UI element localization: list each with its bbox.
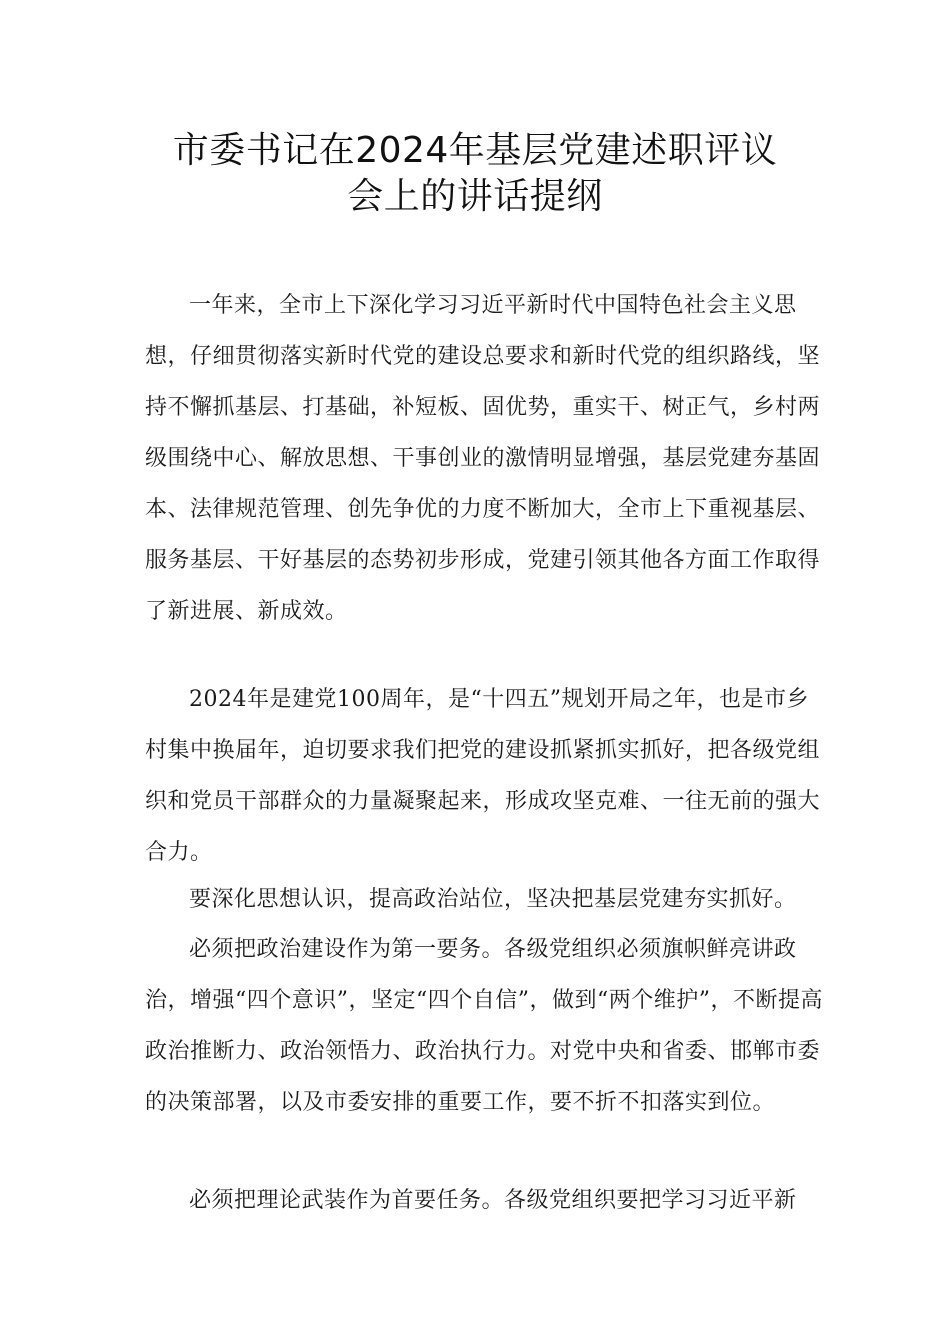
title-line-1: 市委书记在2024年基层党建述职评议: [172, 130, 778, 171]
paragraph-1: 一年来，全市上下深化学习习近平新时代中国特色社会主义思想，仔细贯彻落实新时代党的建设总要求和新时代党的组织路线，坚持不懈抓基层、打基础，补短板、固优势，重实干、树正气，乡村两级围绕中心、解放思想、干事创业的激情明显增强，基层党建夯基固本、法律规范管理、创先争优的力度不断加大，全市上下重视基层、服务基层、干好基层的态势初步形成，党建引领其他各方面工作取得了新进展、新成效。: [145, 293, 821, 624]
document-title: [0, 128, 950, 220]
paragraph-3: 要深化思想认识，提高政治站位，坚决把基层党建夯实抓好。: [189, 887, 797, 912]
paragraph-4: 必须把政治建设作为第一要务。各级党组织必须旗帜鲜亮讲政治，增强“四个意识”，坚定“四个自信”，做到“两个维护”，不断提高政治推断力、政治领悟力、政治执行力。对党中央和省委、邯郸市委的决策部署，以及市委安排的重要工作，要不折不扣落实到位。: [145, 937, 823, 1115]
title-line-2: 会上的讲话提纲: [347, 176, 603, 217]
paragraph-2: 2024年是建党100周年，是“十四五”规划开局之年，也是市乡村集中换届年，迫切要求我们把党的建设抓紧抓实抓好，把各级党组织和党员干部群众的力量凝聚起来，形成攻坚克难、一往无前的强大合力。: [145, 687, 821, 865]
paragraph-5: 必须把理论武装作为首要任务。各级党组织要把学习习近平新: [189, 1188, 797, 1213]
